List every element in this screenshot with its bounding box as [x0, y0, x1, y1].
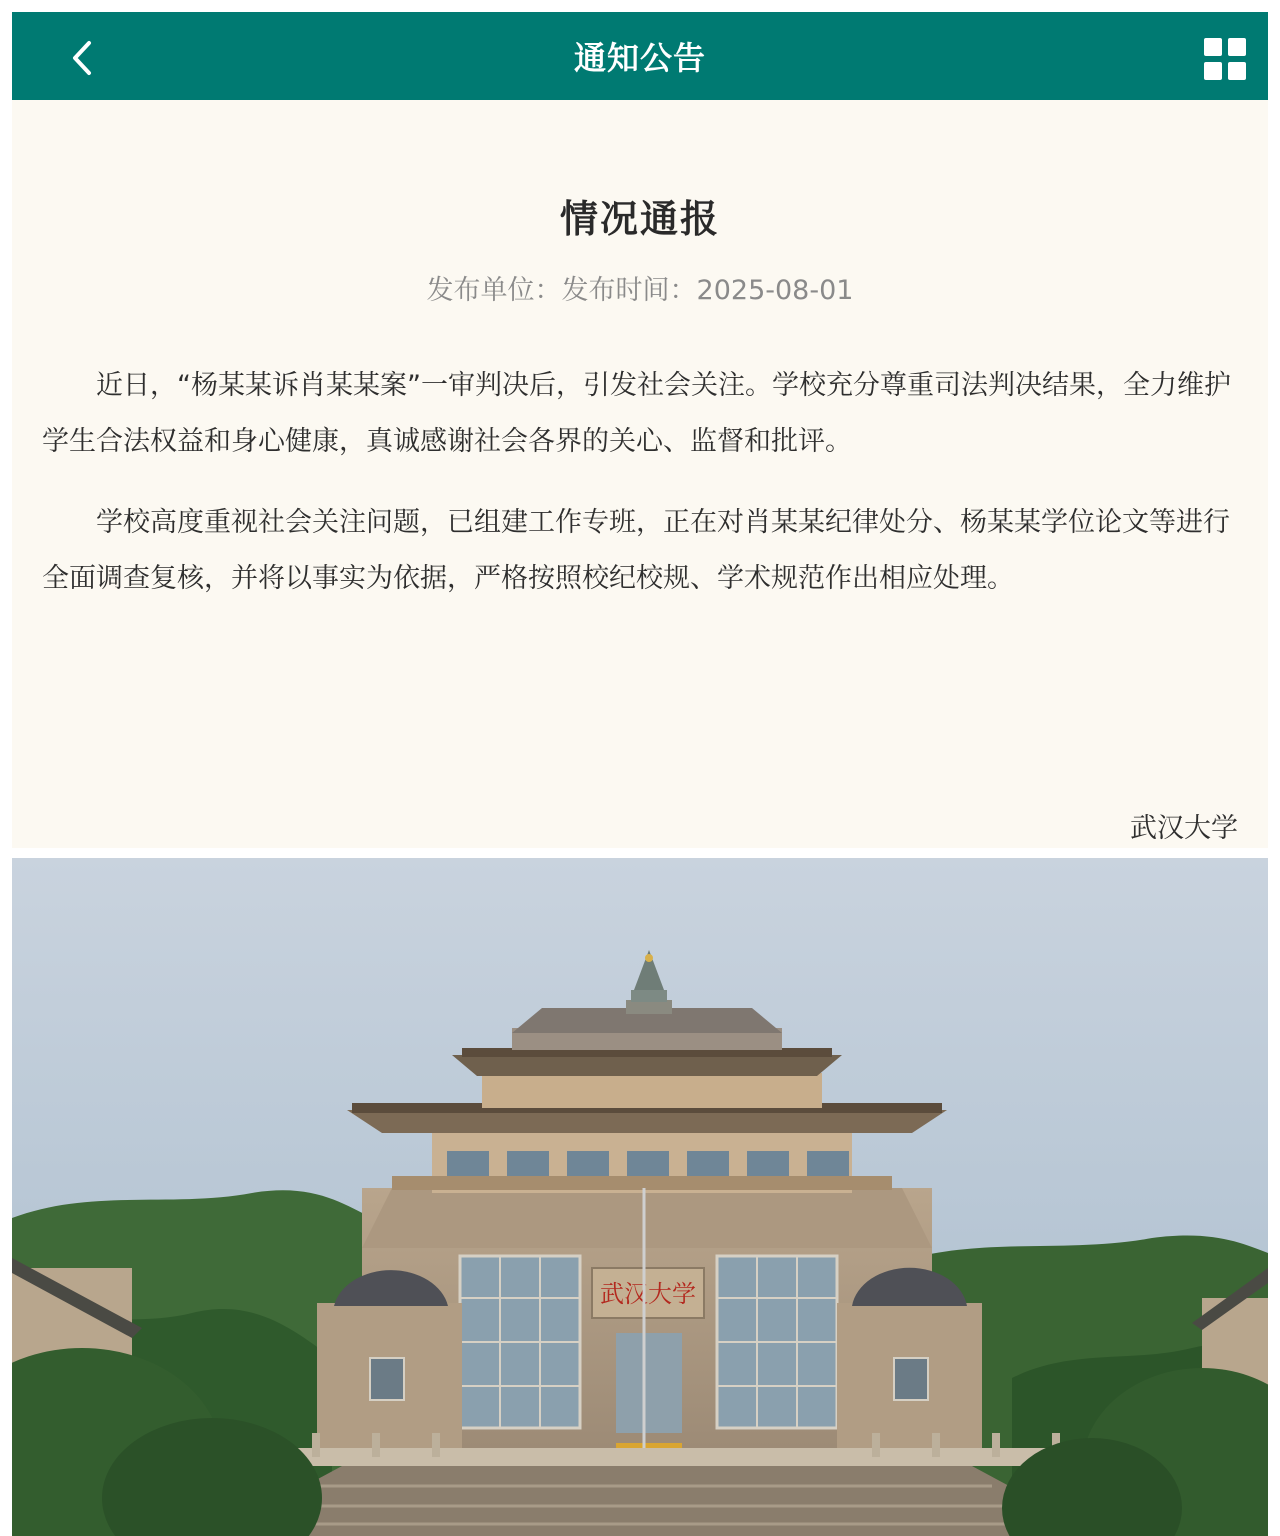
chevron-left-icon — [67, 39, 97, 77]
article-meta: 发布单位：发布时间：2025-08-01 — [426, 275, 854, 306]
article-body — [42, 358, 1246, 632]
back-button[interactable] — [58, 34, 106, 82]
grid-menu-icon — [1204, 38, 1222, 56]
page-title: 通知公告 — [573, 39, 706, 77]
campus-building-photo — [12, 858, 1268, 1536]
notice-article — [12, 100, 1268, 848]
article-paragraph-1: 近日，“杨某某诉肖某某案”一审判决后，引发社会关注。学校充分尊重司法判决结果，全力维护学生合法权益和身心健康，真诚感谢社会各界的关心、监督和批评。 — [42, 370, 1231, 457]
grid-menu-button[interactable] — [1204, 38, 1246, 80]
top-nav-bar — [12, 12, 1268, 100]
article-paragraph-2: 学校高度重视社会关注问题，已组建工作专班，正在对肖某某纪律处分、杨某某学位论文等进行全面调查复核，并将以事实为依据，严格按照校纪校规、学术规范作出相应处理。 — [42, 507, 1230, 594]
article-signature: 武汉大学 — [1130, 813, 1238, 844]
article-title: 情况通报 — [559, 197, 720, 241]
building-sign-text: 武汉大学 — [600, 1280, 696, 1308]
library-building-illustration — [12, 858, 1268, 1536]
